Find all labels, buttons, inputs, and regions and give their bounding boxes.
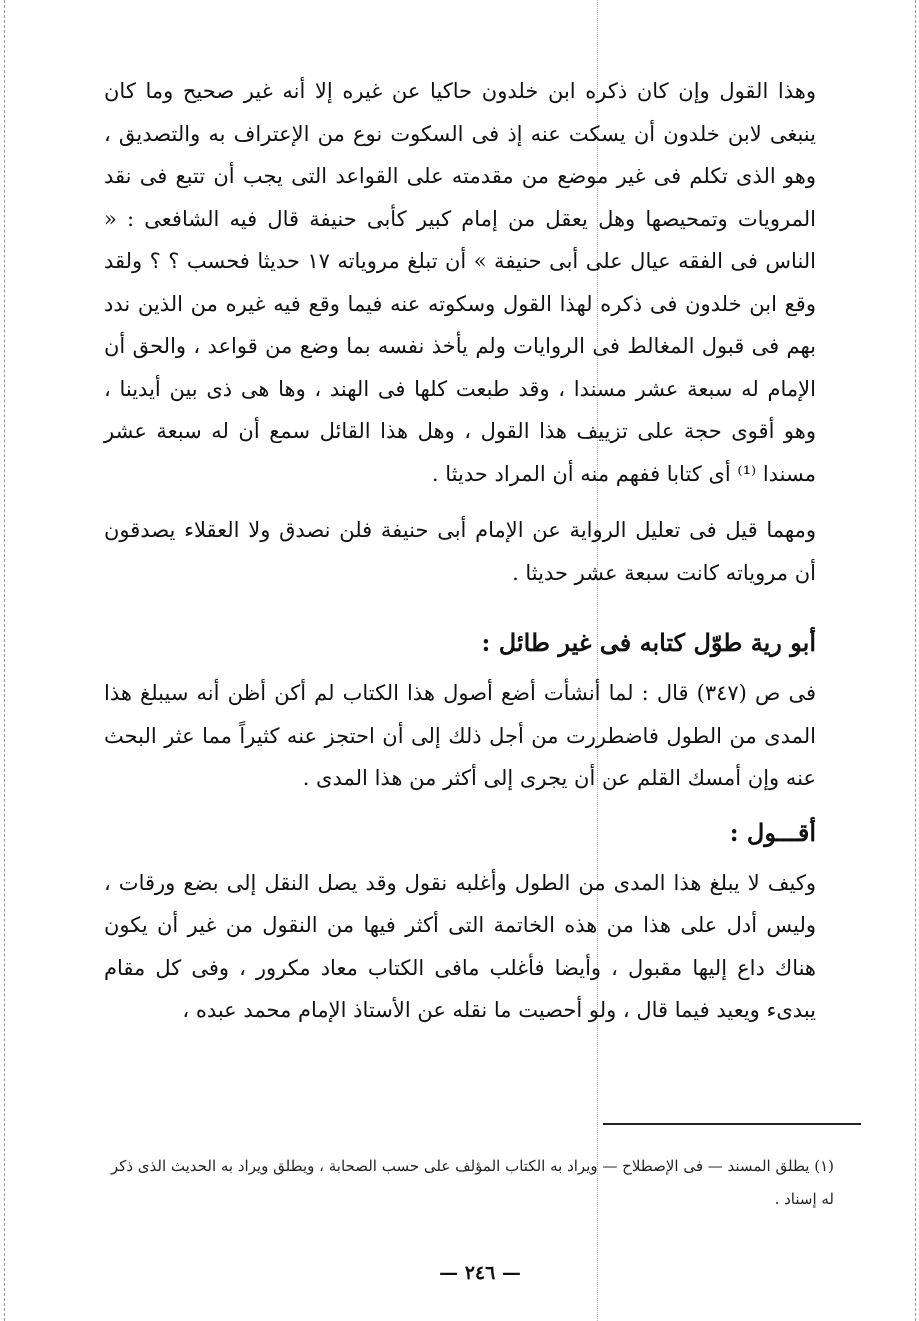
page-number: — ٢٤٦ — (439, 1262, 521, 1284)
scan-edge-left (4, 0, 5, 1321)
section-heading: أبو رية طوّل كتابه فى غير طائل : (481, 628, 816, 657)
body-paragraph: فى ص (٣٤٧) قال : لما أنشأت أضع أصول هذا الكتاب لم أكن أظن أنه سيبلغ هذا المدى من الطول فاضطررت من أجل ذلك إلى أن احتجز عنه كثيراً مما عثر البحث عنه وإن أمسك القلم عن أن يجرى إلى أكثر من هذا المدى . (104, 681, 817, 790)
footnote: (١) يطلق المسند — فى الإصطلاح — ويراد به الكتاب المؤلف على حسب الصحابة ، ويطلق ويراد به الحديث الذى ذكر له إسناد . (110, 1157, 834, 1208)
scan-edge-right (915, 0, 916, 1321)
footnote-divider (603, 1123, 861, 1125)
section-heading: أقـــول : (729, 817, 816, 847)
body-paragraph: وكيف لا يبلغ هذا المدى من الطول وأغلبه نقول وقد يصل النقل إلى بضع ورقات ، وليس أدل على هذا من هذه الخاتمة التى أكثر فيها من النقول من غير أن يكون هناك داع إليها مقبول ، وأيضا فأغلب مافى الكتاب معاد مكرور ، وفى كل مقام يبدىء ويعيد فيما قال ، ولو أحصيت ما نقله عن الأستاذ الإمام محمد عبده ، (104, 870, 816, 1022)
body-paragraph: ومهما قيل فى تعليل الرواية عن الإمام أبى حنيفة فلن نصدق ولا العقلاء يصدقون أن مروياته كانت سبعة عشر حديثا . (104, 518, 816, 585)
page-body (104, 70, 816, 1032)
body-paragraph: وهذا القول وإن كان ذكره ابن خلدون حاكيا عن غيره إلا أنه غير صحيح وما كان ينبغى لابن خلدون أن يسكت عنه إذ فى السكوت نوع من الإعتراف به والتصديق ، وهو الذى تكلم فى غير موضع من مقدمته على القواعد التى يجب أن تتبع فى نقد المرويات وتمحيصها وهل يعقل من إمام كبير كأبى حنيفة قال فيه الشافعى : « الناس فى الفقه عيال على أبى حنيفة » أن تبلغ مروياته ١٧ حديثا فحسب ؟ ؟ ولقد وقع ابن خلدون فى ذكره لهذا القول وسكوته عنه فيما وقع فيه غيره من الذين ندد بهم فى قبول المغالط فى الروايات ولم يأخذ نفسه بما وضع من قواعد ، والحق أن الإمام له سبعة عشر مسندا ، وقد طبعت كلها فى الهند ، وها هى ذى بين أيدينا ، وهو أقوى حجة على تزييف هذا القول ، وهل هذا القائل سمع أن له سبعة عشر مسندا ⁽¹⁾ أى كتابا ففهم منه أن المراد حديثا . (104, 79, 817, 486)
